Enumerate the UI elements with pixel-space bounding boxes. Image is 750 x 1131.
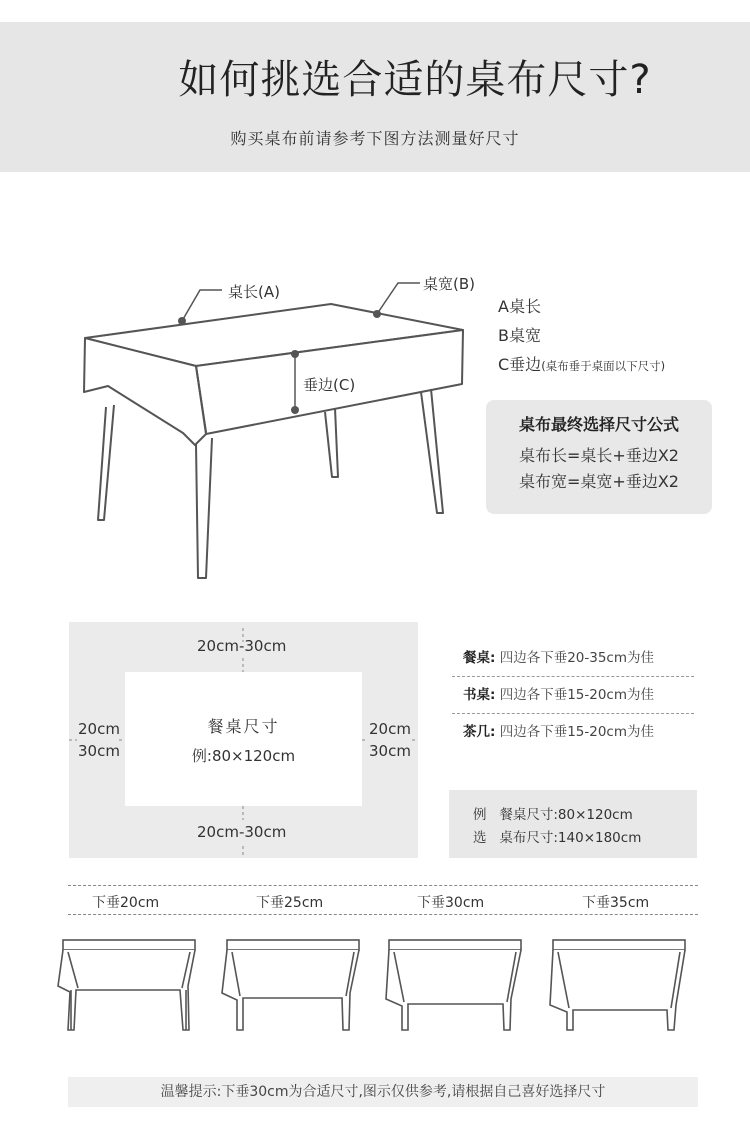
formula-box <box>486 400 712 514</box>
drop-row-coffee-table: 茶几: 四边各下垂15-20cm为佳 <box>463 724 655 740</box>
page-title: 如何挑选合适的桌布尺寸? <box>178 57 652 103</box>
hang-label-30: 下垂30cm <box>417 895 485 911</box>
example-row-table: 例 餐桌尺寸:80×120cm <box>473 807 633 823</box>
legend-a: A桌长 <box>498 297 541 316</box>
tip-bar: 温馨提示:下垂30cm为合适尺寸,图示仅供参考,请根据自己喜好选择尺寸 <box>68 1077 698 1107</box>
example-row-cloth: 选 桌布尺寸:140×180cm <box>473 830 642 846</box>
drop-row-dining: 餐桌: 四边各下垂20-35cm为佳 <box>452 640 694 677</box>
table-hang-20 <box>58 940 195 1030</box>
plan-bottom-measure: 20cm-30cm <box>197 823 287 841</box>
hang-label-25: 下垂25cm <box>256 895 324 911</box>
plan-right-measure: 20cm 30cm <box>369 720 411 760</box>
legend-c: C垂边(桌布垂于桌面以下尺寸) <box>498 355 666 374</box>
drop-guide-list <box>452 640 694 750</box>
formula-line-width: 桌布宽=桌宽+垂边X2 <box>519 472 679 491</box>
plan-table-example: 例:80×120cm <box>191 747 296 765</box>
label-table-length: 桌长(A) <box>228 283 280 301</box>
example-box <box>449 790 697 858</box>
legend-b: B桌宽 <box>498 326 541 345</box>
hang-label-20: 下垂20cm <box>92 895 160 911</box>
hang-comparison-tables <box>0 930 750 1060</box>
table-hang-25 <box>222 940 359 1030</box>
label-drop: 垂边(C) <box>303 376 356 394</box>
legend-c-note: (桌布垂于桌面以下尺寸) <box>541 359 666 373</box>
plan-top-measure: 20cm-30cm <box>197 637 287 655</box>
plan-table <box>125 672 362 806</box>
formula-line-length: 桌布长=桌长+垂边X2 <box>519 446 679 465</box>
plan-left-measure: 20cm 30cm <box>78 720 120 760</box>
legend <box>498 292 665 381</box>
hang-label-35: 下垂35cm <box>582 895 650 911</box>
formula-title: 桌布最终选择尺寸公式 <box>518 415 679 434</box>
table-hang-35 <box>550 940 685 1030</box>
drop-row-desk: 书桌: 四边各下垂15-20cm为佳 <box>452 677 694 714</box>
label-table-width: 桌宽(B) <box>423 275 475 293</box>
divider-top <box>68 885 698 886</box>
page-subtitle: 购买桌布前请参考下图方法测量好尺寸 <box>230 129 520 148</box>
plan-table-name: 餐桌尺寸 <box>207 717 280 736</box>
table-hang-30 <box>386 940 521 1030</box>
divider-bottom <box>68 914 698 915</box>
